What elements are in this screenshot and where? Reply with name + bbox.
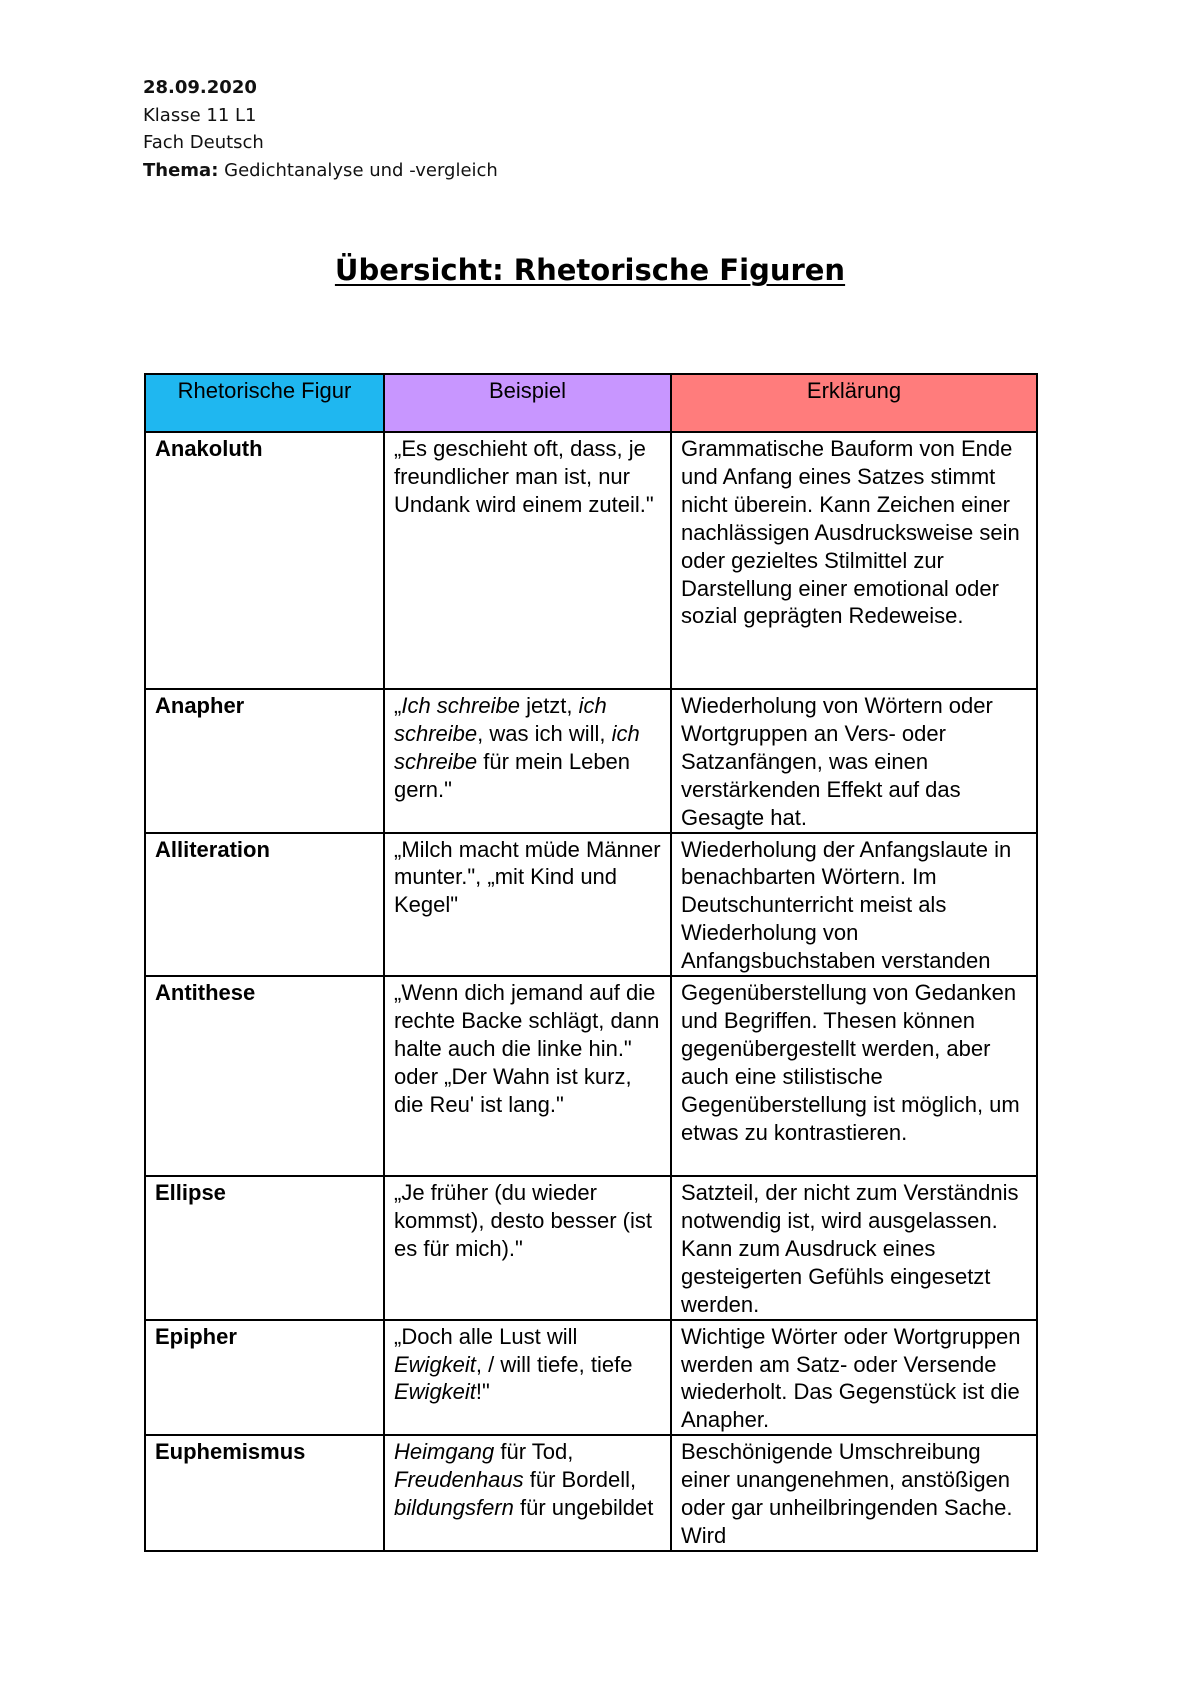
figure-name: Antithese — [145, 976, 384, 1176]
table-row — [145, 1435, 1037, 1551]
figure-example — [384, 1320, 671, 1436]
example-part: „ — [394, 693, 402, 718]
example-part-italic: Freudenhaus — [394, 1467, 524, 1493]
header-date: 28.09.2020 — [143, 77, 257, 98]
example-part: „Doch alle Lust will — [394, 1323, 578, 1349]
figure-explanation: Grammatische Bauform von Ende und Anfang eines Satzes stimmt nicht überein. Kann Zeichen einer nachlässigen Ausdrucksweise sein oder gezieltes Stilmittel zur Darstellung einer emotional oder sozial geprägten Redeweise. — [671, 432, 1037, 689]
example-part: für ungebildet — [513, 1495, 654, 1521]
example-part: für mein Leben gern." — [394, 748, 631, 802]
figure-name: Epipher — [145, 1320, 384, 1436]
header-topic — [143, 157, 498, 185]
example-part: jetzt, — [519, 693, 579, 718]
table-row — [145, 976, 1037, 1176]
rhetoric-table — [144, 373, 1038, 1552]
example-part: für Bordell, — [523, 1467, 637, 1493]
figure-explanation: Beschönigende Umschreibung einer unangenehmen, anstößigen oder gar unheilbringenden Sache. Wird — [671, 1435, 1037, 1551]
figure-name: Alliteration — [145, 833, 384, 977]
example-part: !" — [475, 1379, 490, 1405]
table-row — [145, 432, 1037, 689]
figure-name: Anakoluth — [145, 432, 384, 689]
figure-example — [384, 1435, 671, 1551]
figure-example — [384, 689, 671, 833]
figure-name: Anapher — [145, 689, 384, 833]
example-part-italic: Ewigkeit — [394, 1379, 476, 1405]
table-row — [145, 833, 1037, 977]
example-part: , was ich will, — [477, 720, 612, 746]
header-topic-label: Thema: — [143, 159, 219, 181]
table-row — [145, 689, 1037, 833]
example-part-italic: Ich schreibe — [401, 693, 520, 718]
header-class: Klasse 11 L1 — [143, 104, 257, 126]
example-part: für Tod, — [494, 1439, 574, 1465]
figure-name: Ellipse — [145, 1176, 384, 1320]
table-row — [145, 1320, 1037, 1436]
column-header-figure: Rhetorische Figur — [145, 374, 384, 432]
example-part-italic: ich schreibe — [394, 720, 640, 774]
column-header-example: Beispiel — [384, 374, 671, 432]
figure-explanation: Wiederholung von Wörtern oder Wortgruppen an Vers- oder Satzanfängen, was einen verstärkenden Effekt auf das Gesagte hat. — [671, 689, 1037, 833]
example-part-italic: Ewigkeit — [394, 1351, 476, 1377]
figure-example: „Wenn dich jemand auf die rechte Backe schlägt, dann halte auch die linke hin." oder „Der Wahn ist kurz, die Reu' ist lang." — [384, 976, 671, 1176]
table-header-row — [145, 374, 1037, 432]
figure-example: „Es geschieht oft, dass, je freundlicher man ist, nur Undank wird einem zuteil." — [384, 432, 671, 689]
figure-example: „Milch macht müde Männer munter.", „mit Kind und Kegel" — [384, 833, 671, 977]
header-subject: Fach Deutsch — [143, 132, 264, 153]
figure-explanation: Gegenüberstellung von Gedanken und Begriffen. Thesen können gegenübergestellt werden, aber auch eine stilistische Gegenüberstellung ist möglich, um etwas zu kontrastieren. — [671, 976, 1037, 1176]
figure-explanation: Satzteil, der nicht zum Verständnis notwendig ist, wird ausgelassen. Kann zum Ausdruck eines gesteigerten Gefühls eingesetzt werden. — [671, 1176, 1037, 1320]
example-part-italic: bildungsfern — [394, 1495, 514, 1521]
example-part-italic: Heimgang — [394, 1439, 495, 1465]
table-row — [145, 1176, 1037, 1320]
example-part-italic: ich schreibe — [394, 693, 607, 746]
figure-example: „Je früher (du wieder kommst), desto besser (ist es für mich)." — [384, 1176, 671, 1320]
header-topic-value: Gedichtanalyse und -vergleich — [218, 159, 498, 181]
page-title: Übersicht: Rhetorische Figuren — [334, 253, 846, 287]
example-part: , / will tiefe, tiefe — [475, 1351, 633, 1377]
figure-explanation: Wiederholung der Anfangslaute in benachbarten Wörtern. Im Deutschunterricht meist als Wiederholung von Anfangsbuchstaben verstanden — [671, 833, 1037, 977]
column-header-explanation: Erklärung — [671, 374, 1037, 432]
figure-explanation: Wichtige Wörter oder Wortgruppen werden am Satz- oder Versende wiederholt. Das Gegenstück ist die Anapher. — [671, 1320, 1037, 1436]
figure-name: Euphemismus — [145, 1435, 384, 1551]
document-header — [143, 74, 498, 184]
